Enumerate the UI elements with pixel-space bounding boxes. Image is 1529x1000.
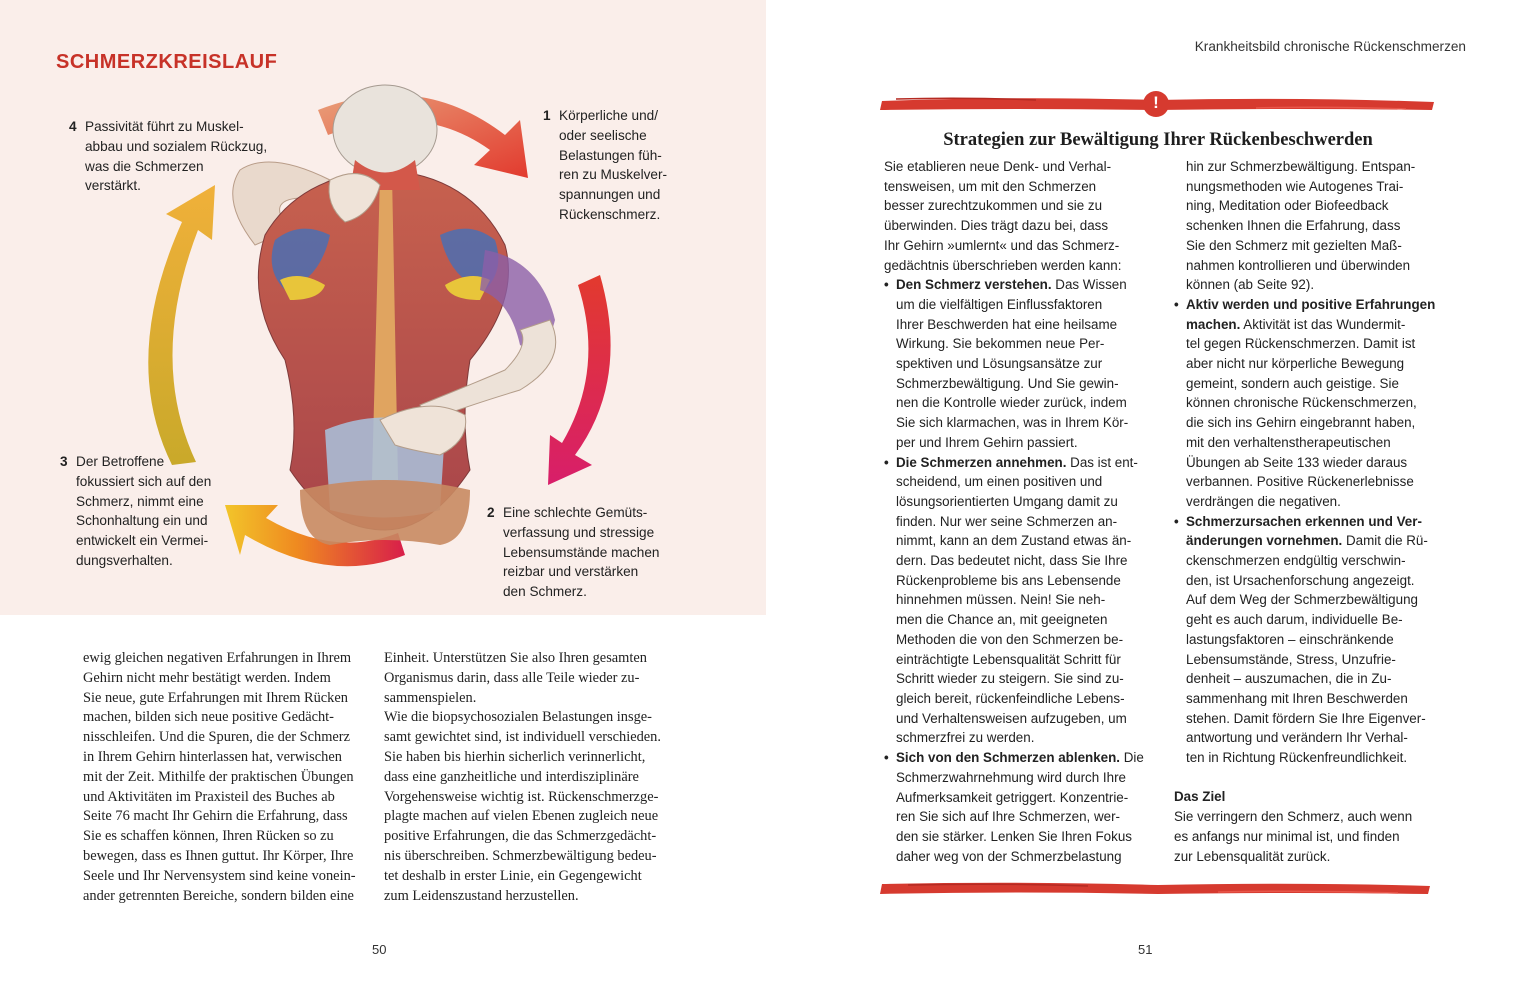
cycle-arrow-2	[548, 275, 611, 485]
list-item	[1174, 295, 1442, 512]
box-column-2	[1174, 157, 1442, 866]
list-item	[1174, 512, 1442, 768]
goal-heading: Das Ziel	[1174, 789, 1226, 805]
list-item-head: Aktiv werden und positive Erfahrungen machen.	[1186, 296, 1436, 332]
list-item-head: Die Schmerzen annehmen.	[896, 454, 1067, 470]
list-item-body: Aktivität ist das Wundermit- tel gegen Rückenschmerzen. Damit ist aber nicht nur körperliche Bewegung gemeint, sondern auch geistige. Sie können chronische Rückenschmerzen, die sich ins Gehirn eingebrannt haben, mit den verhaltenstherapeutischen Übungen ab Seite 133 wieder daraus verbannen. Positive Rückenerlebnisse verdrängen die negativen.	[1186, 316, 1417, 509]
list-item-body: Damit die Rü- ckenschmerzen endgültig verschwin- den, ist Ursachenforschung angezeigt. Auf dem Weg der Schmerzbewältigung geht es auch darum, individuelle Be- lastungsfaktoren – einschränkende Lebensumstände, Stress, Unzufrie- denheit – auszumachen, die in Zu- sammenhang mit Ihren Beschwerden stehen. Damit fördern Sie Ihre Eigenver- antwortung und verändern Ihr Verhal- ten in Richtung Rückenfreundlichkeit.	[1186, 533, 1428, 766]
body-column-2	[384, 649, 664, 906]
continued-text: hin zur Schmerzbewältigung. Entspan- nungsmethoden wie Autogenes Trai- ning, Meditation oder Biofeedback schenken Ihnen die Erfahrung, dass Sie den Schmerz mit gezielten Maß- nahmen kontrollieren und überwinden können (ab Seite 92).	[1186, 159, 1416, 293]
step-number: 3	[60, 454, 68, 469]
box-column-1	[884, 157, 1152, 866]
section-title: SCHMERZKREISLAUF	[56, 51, 278, 73]
step-text: Eine schlechte Gemüts- verfassung und stressige Lebensumstände machen reizbar und verstärken den Schmerz.	[503, 505, 660, 600]
list-item	[884, 453, 1152, 749]
paragraph: Wie die biopsychosozialen Belastungen insge- samt gewichtet sind, ist individuell verschieden. Sie haben bis hierhin sicherlich verinnerlicht, dass eine ganzheitliche und interdisziplinäre Vorgehensweise wichtig ist. Rückenschmerzge- plagte machen auf vielen Ebenen zugleich neue positive Erfahrungen, die das Schmerzgedächt- nis überschreiben. Schmerzbewältigung bedeu- tet deshalb in erster Linie, ein Gegengewicht zum Leidenszustand herzustellen.	[384, 709, 661, 904]
list-item-body: Die Schmerzwahrnehmung wird durch Ihre Aufmerksamkeit getriggert. Konzentrie- ren Sie sich auf Ihre Schmerzen, wer- den sie stärker. Lenken Sie Ihren Fokus daher weg von der Schmerzbelastung	[896, 750, 1144, 864]
step-number: 4	[69, 119, 77, 134]
paragraph: ewig gleichen negativen Erfahrungen in Ihrem Gehirn nicht mehr bestätigt werden. Indem Sie neue, gute Erfahrungen mit Ihrem Rücken machen, bilden sich neue positive Gedächt- nisschleifen. Und die Spuren, die der Schmerz in Ihrem Gehirn hinterlassen hat, verwischen mit der Zeit. Mithilfe der praktischen Übungen und Aktivitäten im Praxisteil des Buches ab Seite 76 macht Ihr Gehirn die Erfahrung, dass Sie es schaffen können, Ihren Rücken so zu bewegen, dass es Ihnen guttut. Ihr Körper, Ihre Seele und Ihr Nervensystem sind keine vonein- ander getrennten Bereiche, sondern bilden eine	[83, 650, 356, 904]
list-item	[884, 275, 1152, 452]
intro-text: Sie etablieren neue Denk- und Verhal- tensweisen, um mit den Schmerzen besser zurechtzukommen und sie zu überwinden. Dies trägt dazu bei, dass Ihr Gehirn »umlernt« und das Schmerz- gedächtnis überschrieben werden kann:	[884, 159, 1122, 273]
list-item	[884, 748, 1152, 866]
running-header: Krankheitsbild chronische Rückenschmerzen	[1194, 39, 1466, 54]
list-item-head: Den Schmerz verstehen.	[896, 277, 1052, 293]
step-number: 1	[543, 108, 551, 123]
page-number-right: 51	[1138, 942, 1153, 957]
step-text: Körperliche und/ oder seelische Belastungen füh- ren zu Muskelver- spannungen und Rückenschmerz.	[559, 108, 668, 222]
step-number: 2	[487, 505, 495, 520]
alert-badge-label: !	[1153, 93, 1159, 112]
list-item-head: Schmerzursachen erkennen und Ver- änderungen vornehmen.	[1186, 513, 1422, 549]
body-column-1	[83, 649, 363, 906]
list-item-body: Das Wissen um die vielfältigen Einflussfaktoren Ihrer Beschwerden hat eine heilsame Wirkung. Sie bekommen neue Per- spektiven und Lösungsansätze zur Schmerzbewältigung. Und Sie gewin- nen die Kontrolle wieder zurück, indem Sie sich klarmachen, was in Ihrem Kör- per und Ihrem Gehirn passiert.	[896, 277, 1129, 450]
goal-text: Sie verringern den Schmerz, auch wenn es anfangs nur minimal ist, und finden zur Lebensqualität zurück.	[1174, 809, 1413, 864]
page-number-left: 50	[372, 942, 387, 957]
cycle-step-2	[487, 503, 703, 602]
cycle-step-1	[543, 106, 729, 225]
box-title: Strategien zur Bewältigung Ihrer Rückenbeschwerden	[943, 130, 1373, 150]
strategy-list	[1174, 295, 1442, 768]
list-item-head: Sich von den Schmerzen ablenken.	[896, 750, 1120, 766]
strategy-list	[884, 275, 1152, 866]
cycle-step-4	[69, 117, 295, 196]
step-text: Passivität führt zu Muskel- abbau und sozialem Rückzug, was die Schmerzen verstärkt.	[85, 119, 268, 194]
step-text: Der Betroffene fokussiert sich auf den Schmerz, nimmt eine Schonhaltung ein und entwickelt ein Vermei- dungsverhalten.	[76, 454, 212, 568]
cycle-step-3	[60, 452, 256, 571]
list-item-body: Das ist ent- scheidend, um einen positiven und lösungsorientierten Umgang damit zu finden. Nur wer seine Schmerzen an- nimmt, kann an dem Zustand etwas än- dern. Das bedeutet nicht, dass Sie Ihre Rückenprobleme bis ans Lebensende hinnehmen müssen. Nein! Sie neh- men die Chance an, mit geeigneten Methoden die von den Schmerzen be- einträchtigte Lebensqualität Schritt für Schritt wieder zu steigern. Sie sind zu- gleich bereit, rückenfeindliche Lebens- und Verhaltensweisen aufzugeben, um schmerzfrei zu werden.	[896, 454, 1138, 746]
cycle-arrow-4	[148, 185, 215, 465]
box-bottom-border	[878, 878, 1434, 900]
paragraph: Einheit. Unterstützen Sie also Ihren gesamten Organismus darin, dass alle Teile wieder zu- sammenspielen.	[384, 650, 647, 706]
